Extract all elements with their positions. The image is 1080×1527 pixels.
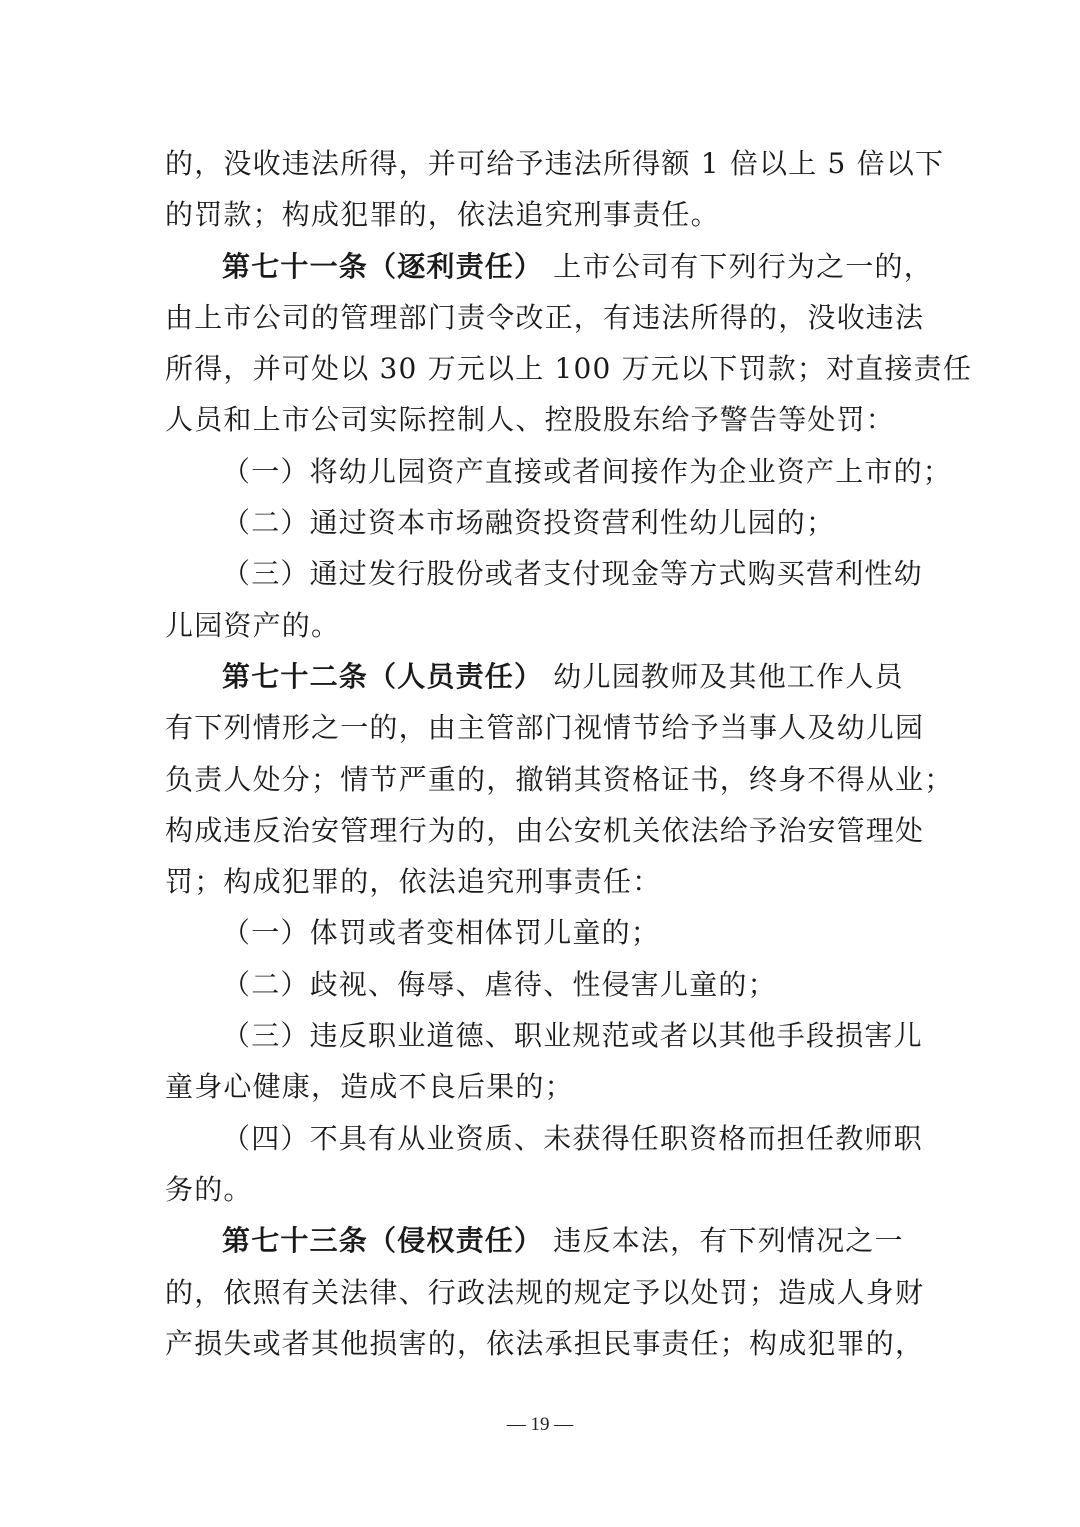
line-text: 上市公司有下列行为之一的， bbox=[543, 249, 933, 283]
line-text: （三）违反职业道德、职业规范或者以其他手段损害儿 bbox=[222, 1019, 923, 1053]
text-line bbox=[165, 241, 933, 292]
text-line bbox=[165, 959, 920, 1010]
text-line bbox=[165, 1113, 923, 1164]
text-line bbox=[165, 805, 925, 856]
text-line bbox=[165, 497, 920, 548]
text-line bbox=[165, 446, 953, 497]
line-text: 罚；构成犯罪的，依法追究刑事责任： bbox=[165, 865, 662, 899]
line-text: 的罚款；构成犯罪的，依法追究刑事责任。 bbox=[165, 198, 720, 232]
line-text: 的，没收违法所得，并可给予违法所得额 1 倍以上 5 倍以下 bbox=[165, 147, 945, 180]
text-line bbox=[165, 907, 920, 958]
text-line bbox=[165, 548, 923, 599]
line-text: 违反本法，有下列情况之一 bbox=[543, 1224, 904, 1258]
article-heading: 第七十二条（人员责任） bbox=[222, 659, 544, 693]
line-text: 的，依照有关法律、行政法规的规定予以处罚；造成人身财 bbox=[165, 1275, 925, 1309]
text-line bbox=[165, 343, 973, 394]
line-text: 务的。 bbox=[165, 1172, 253, 1206]
text-line bbox=[165, 702, 925, 753]
text-line bbox=[165, 1061, 920, 1112]
text-line bbox=[165, 1267, 925, 1318]
line-text: （一）将幼儿园资产直接或者间接作为企业资产上市的； bbox=[222, 454, 953, 488]
text-line bbox=[165, 1164, 920, 1215]
line-text: （二）通过资本市场融资投资营利性幼儿园的； bbox=[222, 506, 836, 540]
line-text: 由上市公司的管理部门责令改正，有违法所得的，没收违法 bbox=[165, 300, 925, 334]
article-heading: 第七十一条（逐利责任） bbox=[222, 249, 544, 283]
line-text: 构成违反治安管理行为的，由公安机关依法给予治安管理处 bbox=[165, 813, 925, 847]
line-text: （二）歧视、侮辱、虐待、性侵害儿童的； bbox=[222, 967, 777, 1001]
line-text: 幼儿园教师及其他工作人员 bbox=[543, 659, 904, 693]
text-line bbox=[165, 600, 920, 651]
body-text bbox=[165, 138, 973, 1369]
text-line bbox=[165, 292, 925, 343]
text-line bbox=[165, 394, 920, 445]
text-line bbox=[165, 189, 920, 240]
article-heading: 第七十三条（侵权责任） bbox=[222, 1224, 544, 1258]
line-text: 产损失或者其他损害的，依法承担民事责任；构成犯罪的， bbox=[165, 1326, 925, 1360]
line-text: 人员和上市公司实际控制人、控股股东给予警告等处罚： bbox=[165, 403, 896, 437]
line-text: 童身心健康，造成不良后果的； bbox=[165, 1070, 574, 1104]
text-line bbox=[165, 138, 945, 189]
line-text: （三）通过发行股份或者支付现金等方式购买营利性幼 bbox=[222, 557, 923, 591]
text-line bbox=[165, 1215, 920, 1266]
text-line bbox=[165, 856, 920, 907]
line-text: （四）不具有从业资质、未获得任职资格而担任教师职 bbox=[222, 1121, 923, 1155]
line-text: 所得，并可处以 30 万元以上 100 万元以下罚款；对直接责任 bbox=[165, 352, 973, 386]
text-line bbox=[165, 1318, 925, 1369]
text-line bbox=[165, 1010, 923, 1061]
line-text: 负责人处分；情节严重的，撤销其资格证书，终身不得从业； bbox=[165, 762, 954, 796]
text-line bbox=[165, 651, 920, 702]
text-line bbox=[165, 754, 954, 805]
line-text: 有下列情形之一的，由主管部门视情节给予当事人及幼儿园 bbox=[165, 711, 925, 745]
line-text: 儿园资产的。 bbox=[165, 608, 341, 642]
line-text: （一）体罚或者变相体罚儿童的； bbox=[222, 916, 661, 950]
page-number: — 19 — bbox=[506, 1414, 574, 1435]
